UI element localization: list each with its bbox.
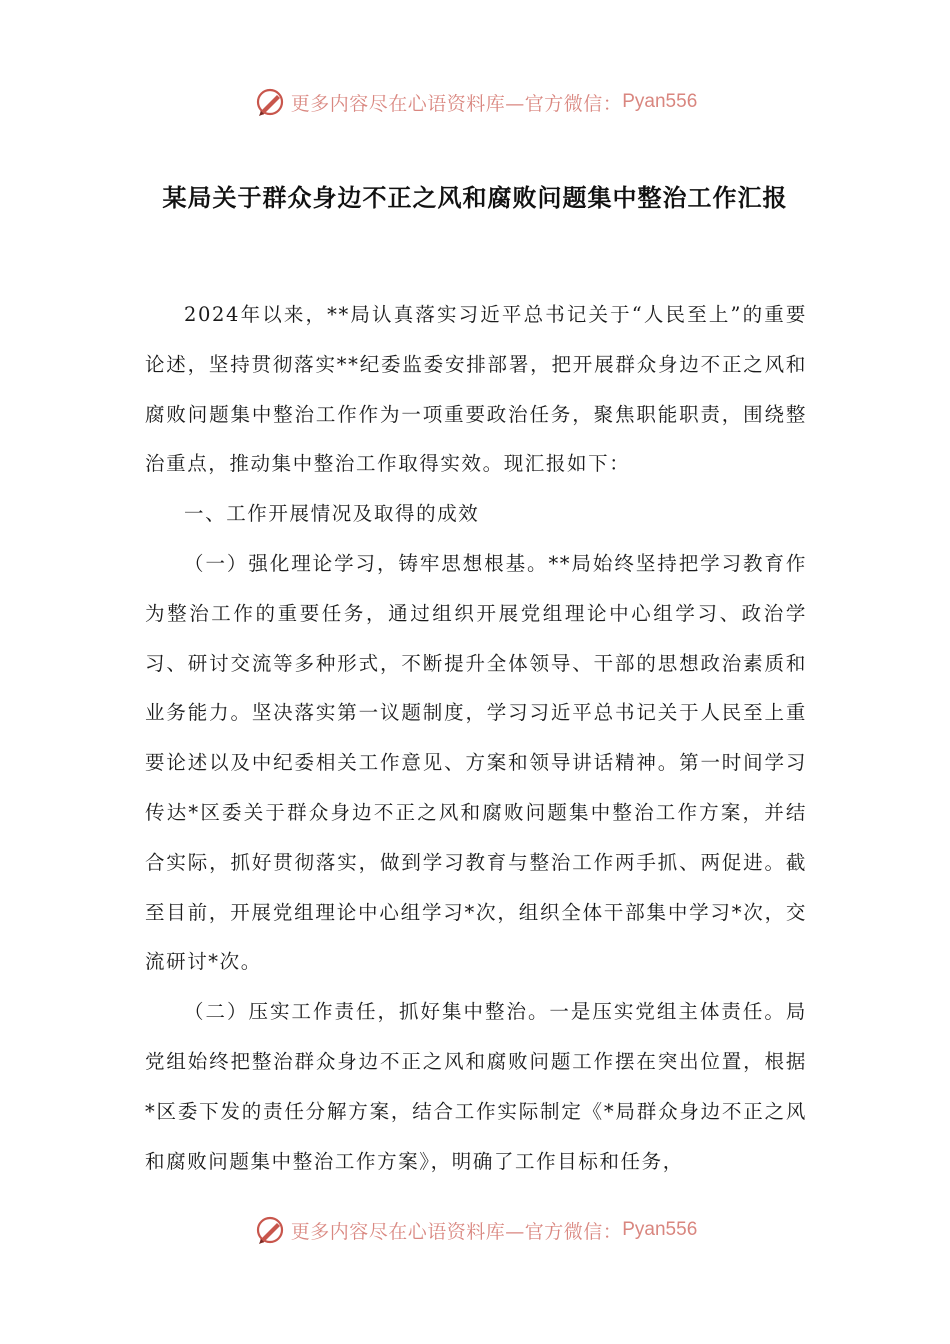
header-watermark-banner xyxy=(0,82,950,122)
banner-text: 更多内容尽在心语资料库—官方微信： xyxy=(290,1220,623,1243)
document-body xyxy=(145,290,807,1186)
section-heading: 一、工作开展情况及取得的成效 xyxy=(184,502,480,526)
wechat-id: Pyan556 xyxy=(622,1219,698,1240)
pen-logo-icon xyxy=(253,85,287,119)
wechat-id: Pyan556 xyxy=(622,91,698,112)
paragraph-intro: 2024年以来，**局认真落实习近平总书记关于“人民至上”的重要论述，坚持贯彻落实**纪委监委安排部署，把开展群众身边不正之风和腐败问题集中整治工作作为一项重要政治任务，聚焦职能职责，围绕整治重点，推动集中整治工作取得实效。现汇报如下： xyxy=(145,303,807,476)
footer-watermark-banner xyxy=(0,1210,950,1250)
pen-logo-icon xyxy=(253,1213,287,1247)
paragraph-responsibility: （二）压实工作责任，抓好集中整治。一是压实党组主体责任。局党组始终把整治群众身边不正之风和腐败问题工作摆在突出位置，根据*区委下发的责任分解方案，结合工作实际制定《*局群众身边不正之风和腐败问题集中整治工作方案》，明确了工作目标和任务， xyxy=(145,1000,807,1173)
banner-text: 更多内容尽在心语资料库—官方微信： xyxy=(290,92,623,115)
paragraph-theory-study: （一）强化理论学习，铸牢思想根基。**局始终坚持把学习教育作为整治工作的重要任务，通过组织开展党组理论中心组学习、政治学习、研讨交流等多种形式，不断提升全体领导、干部的思想政治素质和业务能力。坚决落实第一议题制度，学习习近平总书记关于人民至上重要论述以及中纪委相关工作意见、方案和领导讲话精神。第一时间学习传达*区委关于群众身边不正之风和腐败问题集中整治工作方案，并结合实际，抓好贯彻落实，做到学习教育与整治工作两手抓、两促进。截至目前，开展党组理论中心组学习*次，组织全体干部集中学习*次，交流研讨*次。 xyxy=(145,551,807,974)
document-title: 某局关于群众身边不正之风和腐败问题集中整治工作汇报 xyxy=(162,183,788,212)
